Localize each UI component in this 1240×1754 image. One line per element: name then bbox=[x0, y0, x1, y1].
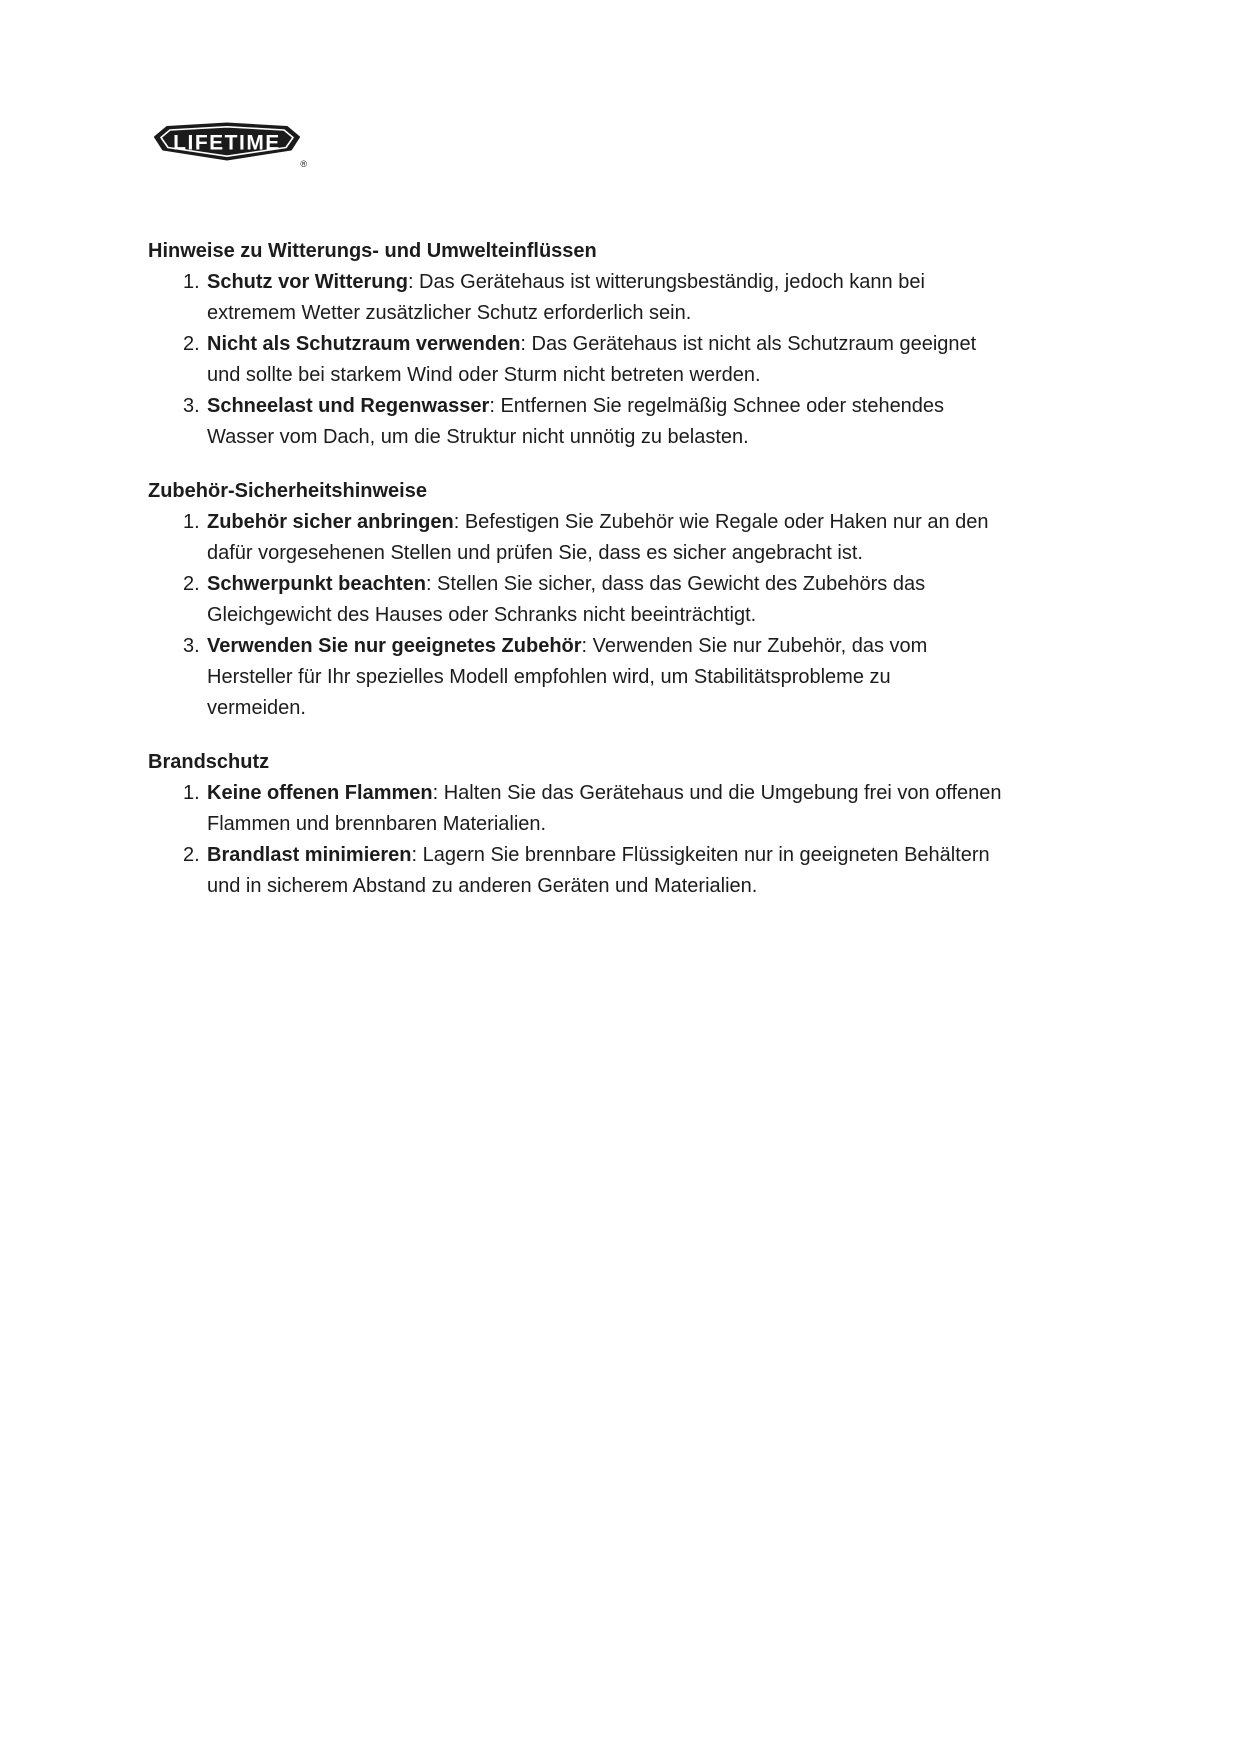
list-item-bold-lead: Keine offenen Flammen bbox=[207, 782, 433, 804]
numbered-list bbox=[148, 507, 1092, 724]
list-item-text: Wasser vom Dach, um die Struktur nicht unnötig zu belasten. bbox=[207, 426, 749, 448]
list-item-text-rest: : Stellen Sie sicher, dass das Gewicht des Zubehörs das bbox=[425, 573, 926, 595]
document-content bbox=[148, 236, 1092, 925]
list-number: 2. bbox=[183, 573, 200, 595]
list-item-text bbox=[207, 391, 1092, 422]
list-item bbox=[148, 507, 1092, 569]
list-item bbox=[148, 631, 1092, 724]
list-item bbox=[148, 391, 1092, 453]
list-item-bold-lead: Nicht als Schutzraum verwenden bbox=[207, 333, 521, 355]
list-item-text: extremem Wetter zusätzlicher Schutz erforderlich sein. bbox=[207, 302, 692, 324]
section-brandschutz bbox=[148, 747, 1092, 902]
list-item-text: und in sicherem Abstand zu anderen Geräten und Materialien. bbox=[207, 875, 758, 897]
list-number: 3. bbox=[183, 635, 200, 657]
lifetime-logo-text: LIFETIME bbox=[173, 131, 281, 155]
list-item-text bbox=[207, 840, 1092, 871]
list-item-bold-lead: Schutz vor Witterung bbox=[207, 271, 408, 293]
list-item-text: Flammen und brennbaren Materialien. bbox=[207, 813, 547, 835]
list-item-text-rest: : Lagern Sie brennbare Flüssigkeiten nur in geeigneten Behältern bbox=[411, 844, 990, 866]
lifetime-logo-badge-icon bbox=[152, 122, 302, 162]
trademark-symbol: ® bbox=[300, 159, 307, 169]
list-item-text bbox=[207, 329, 1092, 360]
list-item bbox=[148, 329, 1092, 391]
list-number: 2. bbox=[183, 333, 200, 355]
list-item-text-rest: : Befestigen Sie Zubehör wie Regale oder Haken nur an den bbox=[453, 511, 989, 533]
list-item-bold-lead: Schneelast und Regenwasser bbox=[207, 395, 490, 417]
list-item-text: vermeiden. bbox=[207, 697, 306, 719]
list-item-bold-lead: Zubehör sicher anbringen bbox=[207, 511, 454, 533]
section-zubehoer bbox=[148, 476, 1092, 724]
list-item-bold-lead: Brandlast minimieren bbox=[207, 844, 412, 866]
list-item-text bbox=[207, 778, 1092, 809]
list-item-text: Hersteller für Ihr spezielles Modell empfohlen wird, um Stabilitätsprobleme zu bbox=[207, 666, 891, 688]
list-number: 1. bbox=[183, 271, 200, 293]
list-item-bold-lead: Verwenden Sie nur geeignetes Zubehör bbox=[207, 635, 582, 657]
list-item-text-rest: : Verwenden Sie nur Zubehör, das vom bbox=[581, 635, 928, 657]
list-item bbox=[148, 840, 1092, 902]
numbered-list bbox=[148, 778, 1092, 902]
list-item-bold-lead: Schwerpunkt beachten bbox=[207, 573, 426, 595]
list-item-text bbox=[207, 507, 1092, 538]
list-number: 1. bbox=[183, 782, 200, 804]
list-item bbox=[148, 569, 1092, 631]
list-item-text-rest: : Das Gerätehaus ist nicht als Schutzraum geeignet bbox=[520, 333, 977, 355]
list-item bbox=[148, 778, 1092, 840]
list-item-text: dafür vorgesehenen Stellen und prüfen Sie, dass es sicher angebracht ist. bbox=[207, 542, 863, 564]
list-item-text: und sollte bei starkem Wind oder Sturm nicht betreten werden. bbox=[207, 364, 761, 386]
list-item-text-rest: : Das Gerätehaus ist witterungsbeständig, jedoch kann bei bbox=[407, 271, 925, 293]
list-item-text bbox=[207, 569, 1092, 600]
list-item-text bbox=[207, 631, 1092, 662]
list-item-text-rest: : Halten Sie das Gerätehaus und die Umgebung frei von offenen bbox=[432, 782, 1002, 804]
list-item-text bbox=[207, 267, 1092, 298]
section-heading: Brandschutz bbox=[148, 751, 270, 773]
list-item-text: Gleichgewicht des Hauses oder Schranks nicht beeinträchtigt. bbox=[207, 604, 757, 626]
list-number: 3. bbox=[183, 395, 200, 417]
section-witterung bbox=[148, 236, 1092, 453]
numbered-list bbox=[148, 267, 1092, 453]
list-number: 1. bbox=[183, 511, 200, 533]
list-item bbox=[148, 267, 1092, 329]
lifetime-logo bbox=[152, 122, 307, 169]
list-number: 2. bbox=[183, 844, 200, 866]
list-item-text-rest: : Entfernen Sie regelmäßig Schnee oder stehendes bbox=[489, 395, 945, 417]
section-heading: Zubehör-Sicherheitshinweise bbox=[148, 480, 427, 502]
section-heading: Hinweise zu Witterungs- und Umwelteinflüssen bbox=[148, 240, 597, 262]
